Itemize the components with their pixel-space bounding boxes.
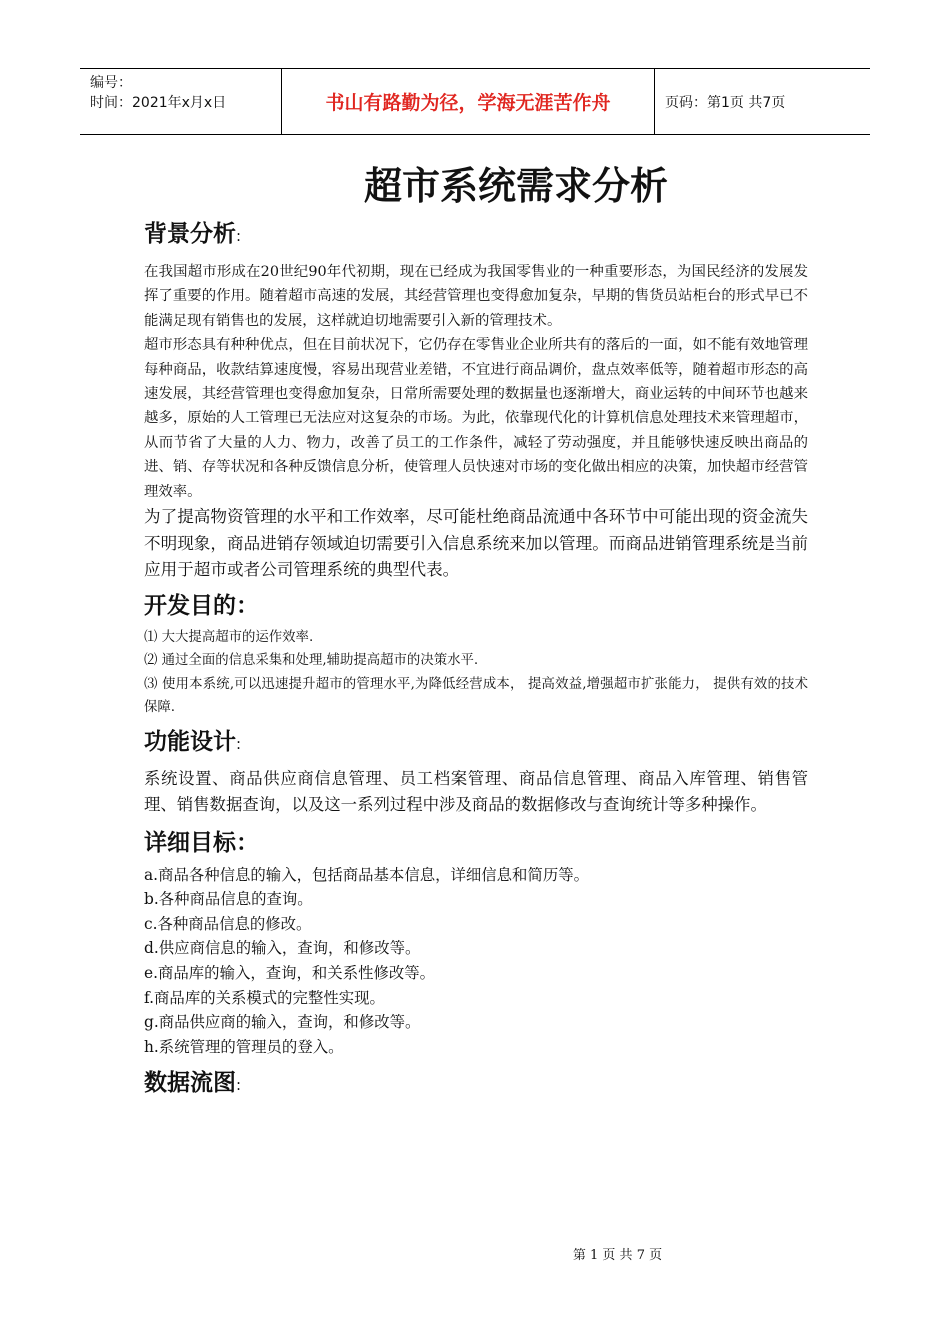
list-item: g.商品供应商的输入，查询，和修改等。 (144, 1013, 421, 1032)
heading-text: 功能设计 (144, 728, 236, 755)
purpose-list (144, 626, 808, 720)
list-item: f.商品库的关系模式的完整性实现。 (144, 988, 385, 1007)
background-paragraph-1: 在我国超市形成在20世纪90年代初期，现在已经成为我国零售业的一种重要形态，为国民经济的发展发挥了重要的作用。随着超市高速的发展，其经营管理也变得愈加复杂，早期的售货员站柜台的形式早已不能满足现有销售也的发展，这样就迫切地需要引入新的管理技术。 (144, 264, 808, 329)
document-title: 超市系统需求分析 (363, 164, 668, 208)
list-item: ⑴ 大大提高超市的运作效率. (144, 629, 314, 645)
heading-colon: : (236, 734, 242, 753)
page-footer: 第 1 页 共 7 页 (572, 1248, 663, 1263)
section-heading-dataflow (144, 1065, 808, 1103)
doc-time-label: 时间：2021年x月x日 (90, 95, 227, 111)
header-meta (80, 69, 281, 134)
detail-list (144, 863, 808, 1060)
header-page-info: 页码：第1页 共7页 (665, 94, 786, 111)
section-heading-function (144, 724, 808, 762)
section-heading-purpose: 开发目的： (144, 592, 259, 619)
heading-text: 数据流图 (144, 1070, 236, 1097)
list-item: h.系统管理的管理员的登入。 (144, 1037, 344, 1056)
header-motto: 书山有路勤为径，学海无涯苦作舟 (281, 69, 655, 134)
function-paragraph: 系统设置、商品供应商信息管理、员工档案管理、商品信息管理、商品入库管理、销售管理、销售数据查询，以及这一系列过程中涉及商品的数据修改与查询统计等多种操作。 (144, 768, 808, 815)
list-item: a.商品各种信息的输入，包括商品基本信息，详细信息和简历等。 (144, 865, 590, 884)
heading-text: 背景分析 (144, 221, 236, 247)
section-heading-detail: 详细目标： (144, 829, 259, 856)
list-item: d.供应商信息的输入，查询，和修改等。 (144, 939, 421, 958)
list-item: ⑶ 使用本系统,可以迅速提升超市的管理水平,为降低经营成本， 提高效益,增强超市扩张能力， 提供有效的技术保障. (144, 676, 808, 716)
page-header (80, 68, 870, 135)
list-item: c.各种商品信息的修改。 (144, 914, 312, 933)
heading-colon: : (236, 1076, 242, 1095)
document-body (144, 216, 808, 1103)
doc-number-label: 编号： (90, 75, 132, 91)
section-heading-background (144, 216, 808, 254)
list-item: ⑵ 通过全面的信息采集和处理,辅助提高超市的决策水平. (144, 653, 479, 669)
background-paragraph-2: 超市形态具有种种优点，但在目前状况下，它仍存在零售业企业所共有的落后的一面，如不能有效地管理每种商品，收款结算速度慢，容易出现营业差错，不宜进行商品调价，盘点效率低等，随着超市形态的高速发展，其经营管理也变得愈加复杂，日常所需要处理的数据量也逐渐增大，商业运转的中间环节也越来越多，原始的人工管理已无法应对这复杂的市场。为此，依靠现代化的计算机信息处理技术来管理超市，从而节省了大量的人力、物力，改善了员工的工作条件，减轻了劳动强度，并且能够快速反映出商品的进、销、存等状况和各种反馈信息分析，使管理人员快速对市场的变化做出相应的决策，加快超市经营管理效率。 (144, 337, 808, 500)
list-item: b.各种商品信息的查询。 (144, 890, 313, 909)
heading-colon: : (236, 227, 242, 245)
list-item: e.商品库的输入，查询，和关系性修改等。 (144, 963, 436, 982)
background-paragraph-3: 为了提高物资管理的水平和工作效率，尽可能杜绝商品流通中各环节中可能出现的资金流失不明现象，商品进销存领域迫切需要引入信息系统来加以管理。而商品进销管理系统是当前应用于超市或者公司管理系统的典型代表。 (144, 507, 808, 580)
